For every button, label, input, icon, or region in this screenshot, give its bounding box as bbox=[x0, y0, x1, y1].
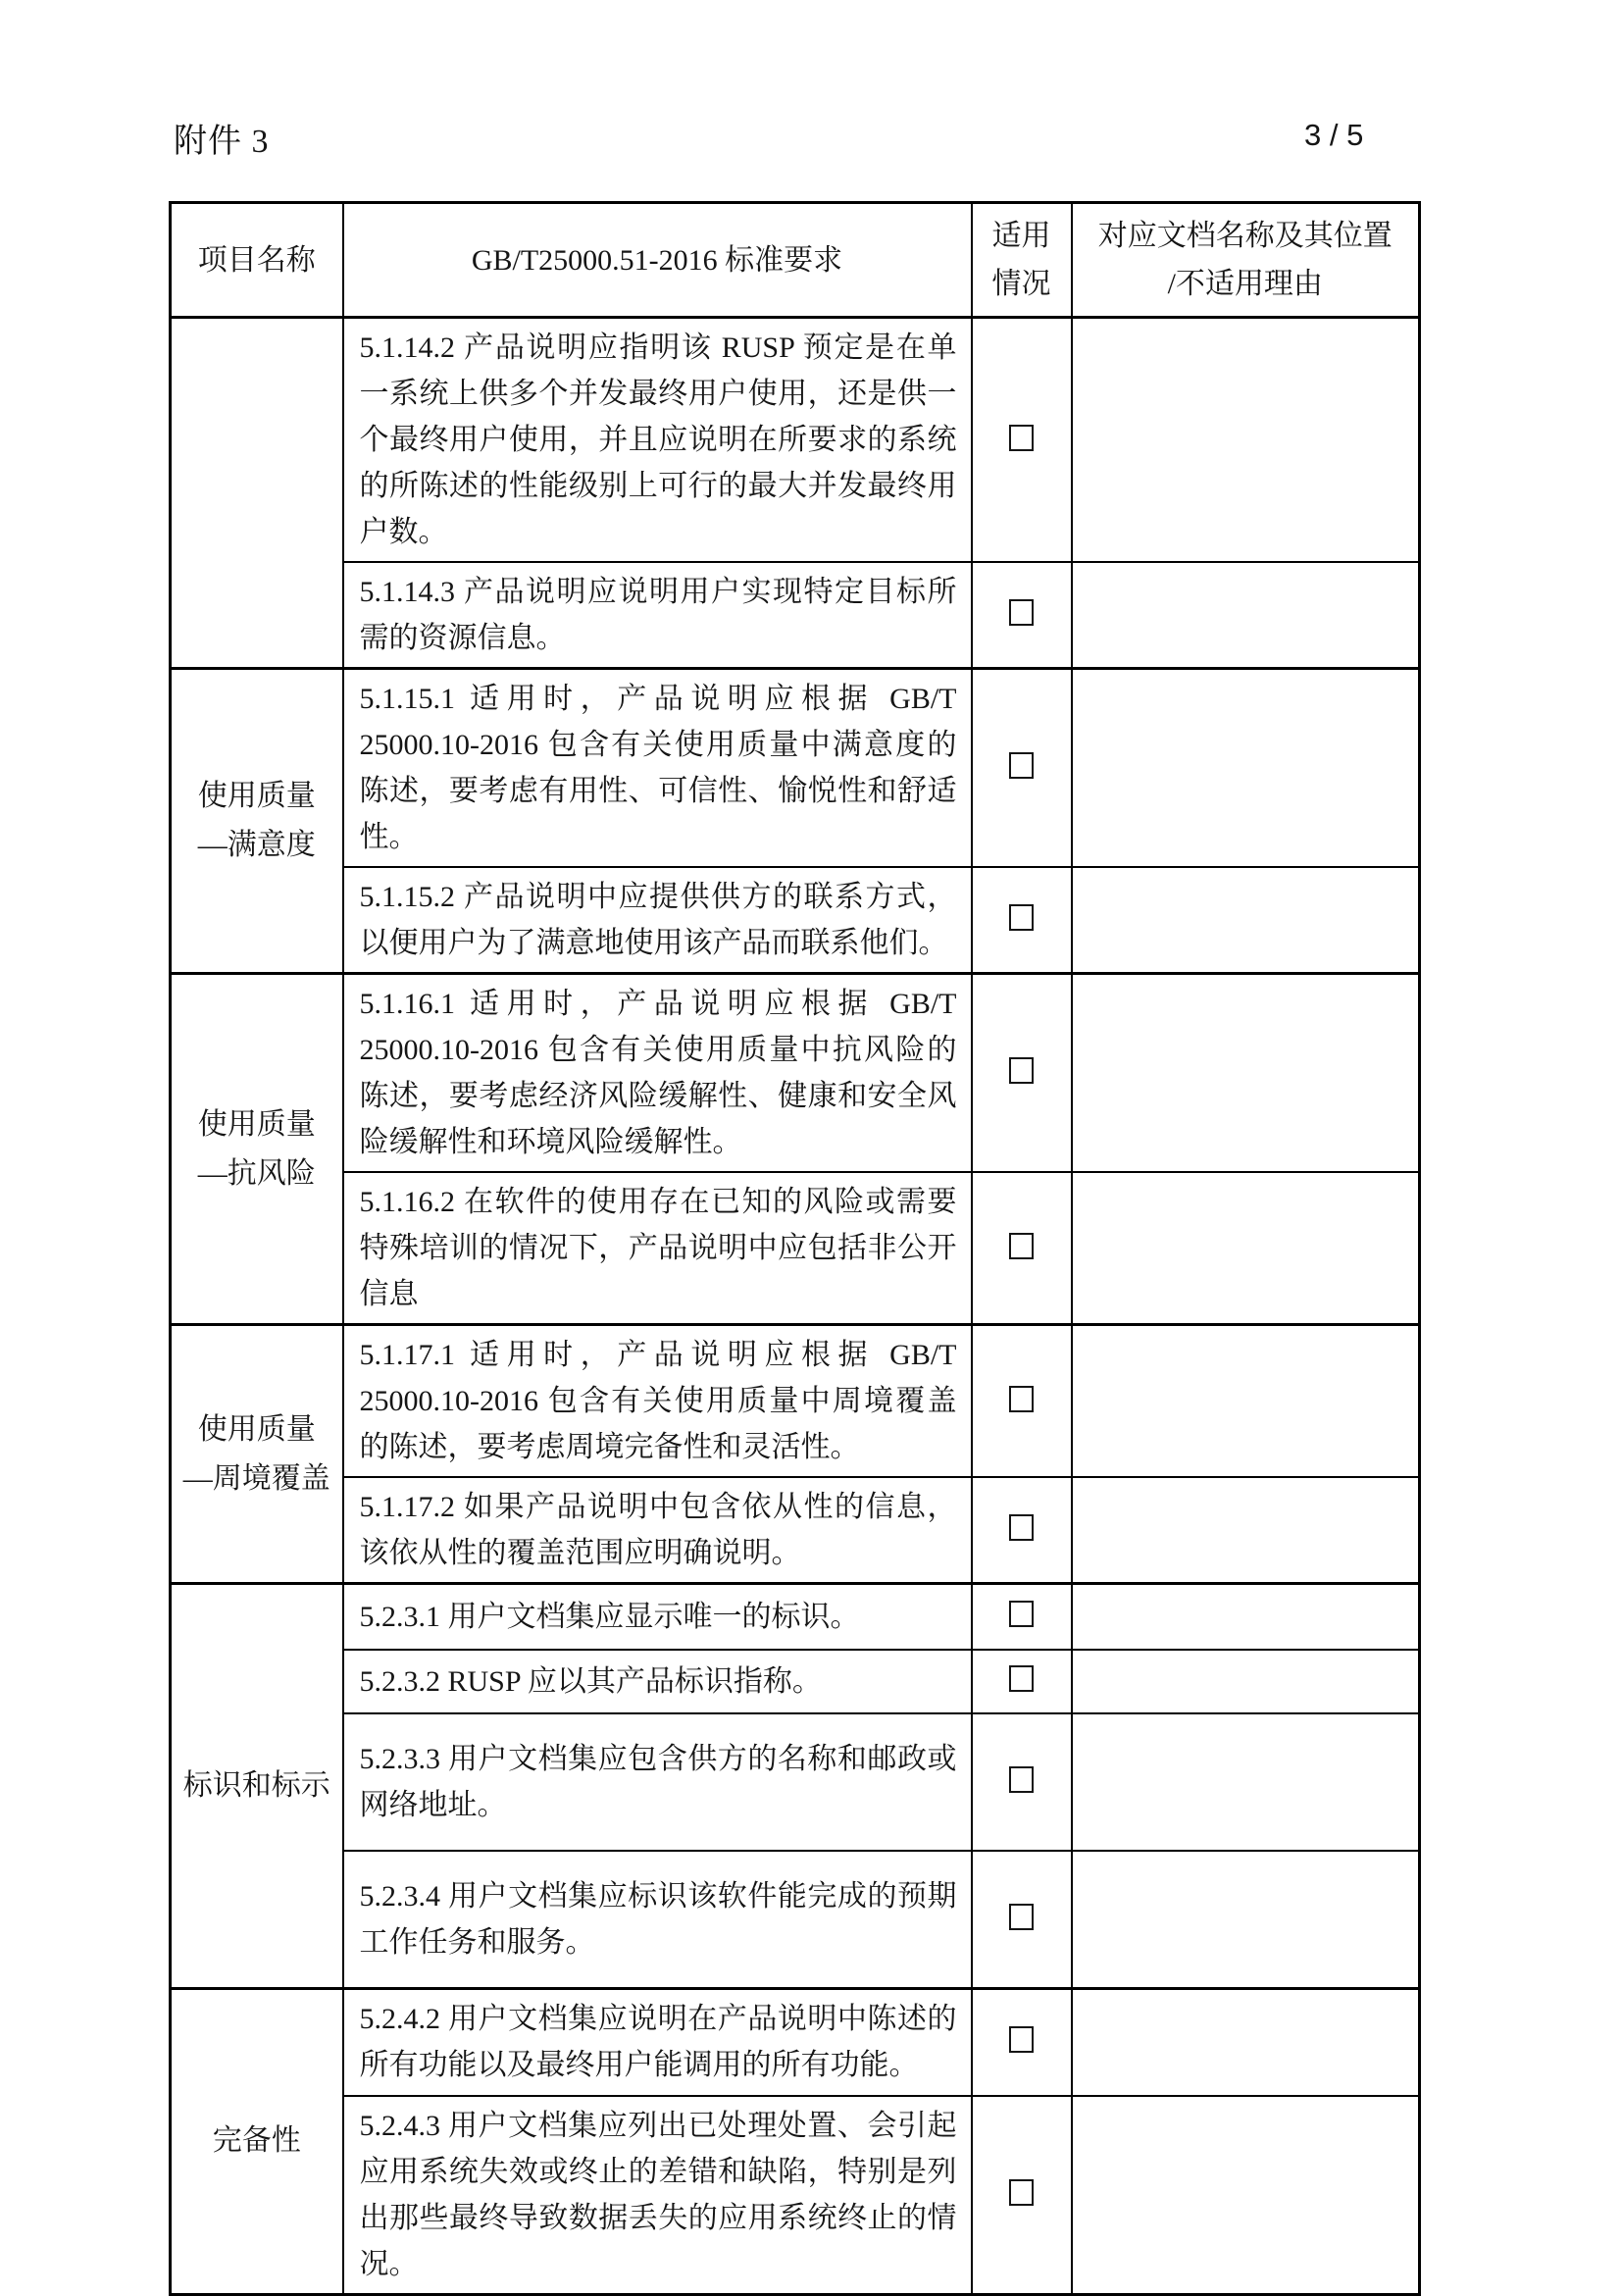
category-label-line: —满意度 bbox=[197, 829, 316, 861]
table-row bbox=[171, 1584, 1420, 1650]
category-label-line: —抗风险 bbox=[197, 1156, 316, 1190]
requirement-cell: 5.1.17.1 适用时，产品说明应根据 GB/T 25000.10-2016 包含有关使用质量中周境覆盖的陈述，要考虑周境完备性和灵活性。 bbox=[343, 1325, 972, 1478]
table-row bbox=[171, 1477, 1420, 1584]
table-row bbox=[171, 562, 1420, 669]
applicability-checkbox-icon[interactable] bbox=[1009, 904, 1034, 931]
document-ref-cell bbox=[1072, 867, 1420, 974]
applicability-checkbox-icon[interactable] bbox=[1009, 1233, 1034, 1259]
document-ref-cell bbox=[1072, 1650, 1420, 1713]
applicability-cell bbox=[972, 2096, 1072, 2295]
attachment-label: 附件 3 bbox=[174, 124, 270, 160]
applicability-cell bbox=[972, 1650, 1072, 1713]
applicability-checkbox-icon[interactable] bbox=[1009, 599, 1034, 626]
requirement-cell: 5.2.3.1 用户文档集应显示唯一的标识。 bbox=[343, 1584, 972, 1650]
requirement-cell: 5.1.15.1 适用时，产品说明应根据 GB/T 25000.10-2016 包含有关使用质量中满意度的陈述，要考虑有用性、可信性、愉悦性和舒适性。 bbox=[343, 669, 972, 868]
table-header-row bbox=[171, 203, 1420, 318]
document-ref-cell bbox=[1072, 1713, 1420, 1851]
applicability-cell bbox=[972, 562, 1072, 669]
header-document-ref-line2: /不适用理由 bbox=[1167, 268, 1323, 300]
document-ref-cell bbox=[1072, 1851, 1420, 1989]
requirement-cell: 5.1.14.3 产品说明应说明用户实现特定目标所需的资源信息。 bbox=[343, 562, 972, 669]
header-document-ref bbox=[1072, 203, 1420, 318]
category-cell bbox=[171, 1989, 343, 2295]
applicability-checkbox-icon[interactable] bbox=[1009, 1514, 1034, 1541]
header-project-name: 项目名称 bbox=[171, 203, 343, 318]
table-row bbox=[171, 1713, 1420, 1851]
applicability-checkbox-icon[interactable] bbox=[1009, 1766, 1034, 1793]
applicability-cell bbox=[972, 1172, 1072, 1325]
applicability-checkbox-icon[interactable] bbox=[1009, 2179, 1034, 2206]
applicability-cell bbox=[972, 1584, 1072, 1650]
applicability-checkbox-icon[interactable] bbox=[1009, 1057, 1034, 1084]
applicability-cell bbox=[972, 318, 1072, 563]
document-ref-cell bbox=[1072, 562, 1420, 669]
applicability-checkbox-icon[interactable] bbox=[1009, 2026, 1034, 2053]
applicability-cell bbox=[972, 1851, 1072, 1989]
document-ref-cell bbox=[1072, 1172, 1420, 1325]
category-cell bbox=[171, 1325, 343, 1584]
requirement-cell: 5.1.14.2 产品说明应指明该 RUSP 预定是在单一系统上供多个并发最终用户使用，还是供一个最终用户使用，并且应说明在所要求的系统的所陈述的性能级别上可行的最大并发最终用户数。 bbox=[343, 318, 972, 563]
table-row bbox=[171, 867, 1420, 974]
category-cell bbox=[171, 318, 343, 669]
category-cell bbox=[171, 1584, 343, 1989]
requirement-cell: 5.1.15.2 产品说明中应提供供方的联系方式，以便用户为了满意地使用该产品而联系他们。 bbox=[343, 867, 972, 974]
category-label-line: 完备性 bbox=[212, 2124, 301, 2158]
applicability-cell bbox=[972, 1477, 1072, 1584]
applicability-checkbox-icon[interactable] bbox=[1009, 1904, 1034, 1930]
header-applicability bbox=[972, 203, 1072, 318]
applicability-checkbox-icon[interactable] bbox=[1009, 425, 1034, 451]
requirement-cell: 5.2.3.4 用户文档集应标识该软件能完成的预期工作任务和服务。 bbox=[343, 1851, 972, 1989]
applicability-cell bbox=[972, 1713, 1072, 1851]
header-document-ref-line1: 对应文档名称及其位置 bbox=[1097, 220, 1393, 252]
table-row bbox=[171, 1172, 1420, 1325]
category-label-line: 使用质量 bbox=[197, 1107, 316, 1141]
header-standard-requirement: GB/T25000.51-2016 标准要求 bbox=[343, 203, 972, 318]
table-row bbox=[171, 1650, 1420, 1713]
category-label-line: 使用质量 bbox=[197, 1412, 316, 1446]
table-row bbox=[171, 1851, 1420, 1989]
requirement-cell: 5.1.16.1 适用时，产品说明应根据 GB/T 25000.10-2016 包含有关使用质量中抗风险的陈述，要考虑经济风险缓解性、健康和安全风险缓解性和环境风险缓解性。 bbox=[343, 974, 972, 1173]
applicability-checkbox-icon[interactable] bbox=[1009, 752, 1034, 779]
table-row bbox=[171, 2096, 1420, 2295]
category-label-line: —周境覆盖 bbox=[182, 1461, 330, 1495]
applicability-cell bbox=[972, 867, 1072, 974]
document-ref-cell bbox=[1072, 669, 1420, 868]
header-applicability-line2: 情况 bbox=[991, 268, 1051, 300]
table-row bbox=[171, 669, 1420, 868]
requirements-table bbox=[169, 201, 1421, 2296]
table-row bbox=[171, 1325, 1420, 1478]
table-row bbox=[171, 1989, 1420, 2096]
category-label-line: 使用质量 bbox=[197, 780, 316, 812]
document-ref-cell bbox=[1072, 974, 1420, 1173]
table-row bbox=[171, 318, 1420, 563]
requirement-cell: 5.2.4.2 用户文档集应说明在产品说明中陈述的所有功能以及最终用户能调用的所有功能。 bbox=[343, 1989, 972, 2096]
header-applicability-line1: 适用 bbox=[991, 220, 1051, 252]
applicability-cell bbox=[972, 974, 1072, 1173]
requirement-cell: 5.2.3.3 用户文档集应包含供方的名称和邮政或网络地址。 bbox=[343, 1713, 972, 1851]
category-label-line: 标识和标示 bbox=[182, 1769, 330, 1802]
applicability-cell bbox=[972, 1989, 1072, 2096]
applicability-checkbox-icon[interactable] bbox=[1009, 1601, 1034, 1627]
requirement-cell: 5.1.16.2 在软件的使用存在已知的风险或需要特殊培训的情况下，产品说明中应包括非公开信息 bbox=[343, 1172, 972, 1325]
document-ref-cell bbox=[1072, 1325, 1420, 1478]
document-ref-cell bbox=[1072, 1584, 1420, 1650]
applicability-checkbox-icon[interactable] bbox=[1009, 1665, 1034, 1692]
applicability-cell bbox=[972, 669, 1072, 868]
page-number: 3 / 5 bbox=[1304, 118, 1364, 152]
category-cell bbox=[171, 669, 343, 974]
requirement-cell: 5.2.3.2 RUSP 应以其产品标识指称。 bbox=[343, 1650, 972, 1713]
table-row bbox=[171, 974, 1420, 1173]
document-ref-cell bbox=[1072, 318, 1420, 563]
requirement-cell: 5.1.17.2 如果产品说明中包含依从性的信息，该依从性的覆盖范围应明确说明。 bbox=[343, 1477, 972, 1584]
category-cell bbox=[171, 974, 343, 1325]
document-ref-cell bbox=[1072, 2096, 1420, 2295]
document-ref-cell bbox=[1072, 1477, 1420, 1584]
applicability-checkbox-icon[interactable] bbox=[1009, 1386, 1034, 1412]
requirement-cell: 5.2.4.3 用户文档集应列出已处理处置、会引起应用系统失效或终止的差错和缺陷，特别是列出那些最终导致数据丢失的应用系统终止的情况。 bbox=[343, 2096, 972, 2295]
applicability-cell bbox=[972, 1325, 1072, 1478]
document-ref-cell bbox=[1072, 1989, 1420, 2096]
